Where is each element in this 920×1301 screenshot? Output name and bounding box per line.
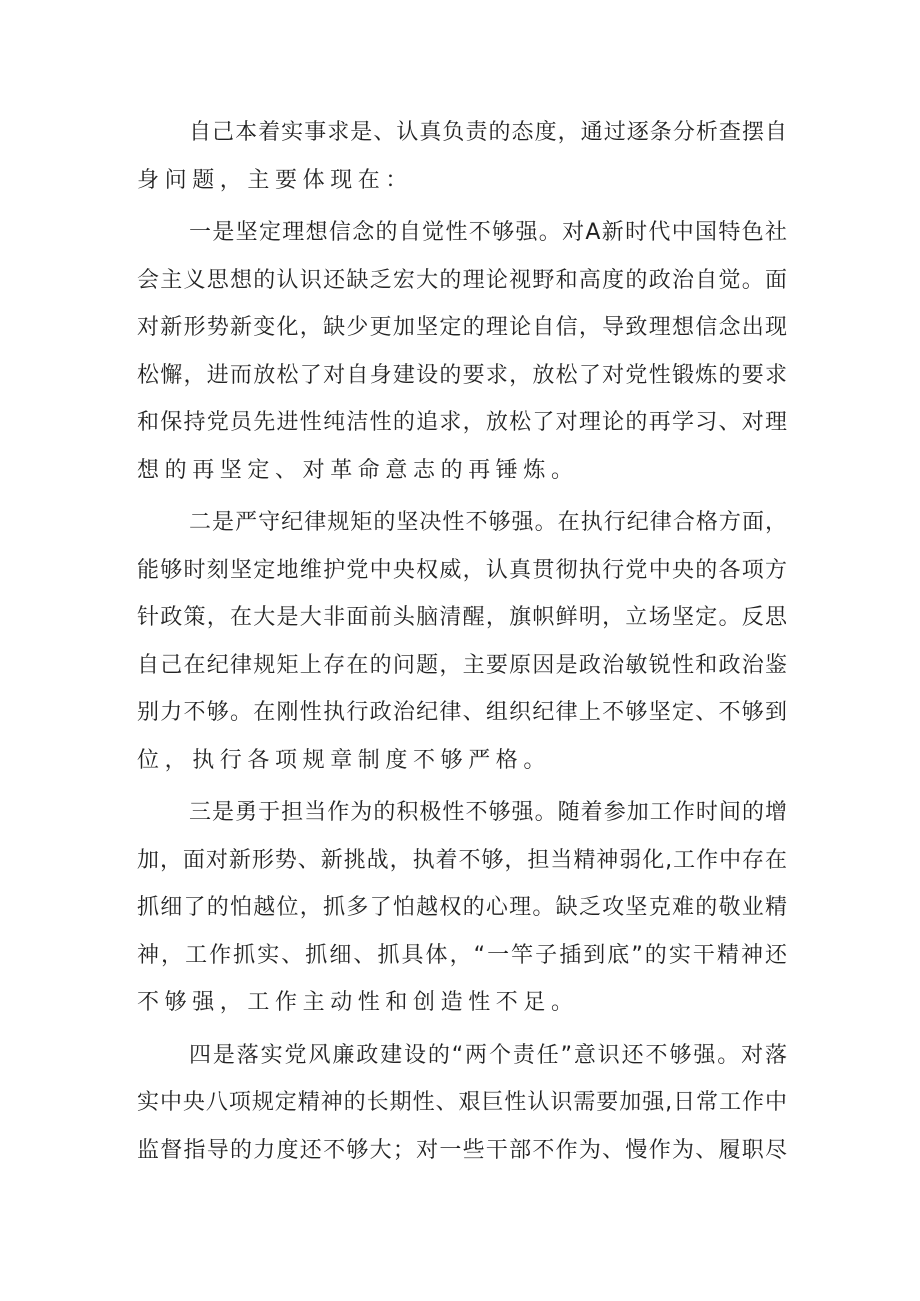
text-line: 身问题，主要体现在：: [137, 167, 414, 193]
text-line: 松懈，进而放松了对自身建设的要求，放松了对党性锻炼的要求: [137, 362, 787, 388]
paragraph: [137, 113, 787, 208]
text-line: 加，面对新形势、新挑战，执着不够，担当精神弱化,工作中存在: [137, 847, 787, 873]
text-line: 会主义思想的认识还缺乏宏大的理论视野和高度的政治自觉。面: [137, 267, 787, 293]
text-line: 神，工作抓实、抓细、抓具体，“一竿子插到底”的实干精神还: [137, 942, 787, 968]
text-line: 监督指导的力度还不够大；对一些干部不作为、慢作为、履职尽: [137, 1137, 787, 1163]
paragraph: [137, 793, 787, 1031]
text-line: 针政策，在大是大非面前头脑清醒，旗帜鲜明，立场坚定。反思: [137, 605, 787, 630]
paragraph: [137, 213, 787, 498]
text-line: 一是坚定理想信念的自觉性不够强。对A新时代中国特色社: [189, 220, 787, 245]
text-line: 对新形势新变化，缺少更加坚定的理论自信，导致理想信念出现: [137, 315, 787, 340]
text-line: 自己本着实事求是、认真负责的态度，通过逐条分析查摆自: [189, 120, 787, 145]
text-line: 位，执行各项规章制度不够严格。: [137, 747, 552, 773]
document-body: [137, 113, 787, 1183]
paragraph: [137, 503, 787, 788]
text-line: 抓细了的怕越位，抓多了怕越权的心理。缺乏攻坚克难的敬业精: [137, 895, 787, 920]
text-line: 四是落实党风廉政建设的“两个责任”意识还不够强。对落: [189, 1042, 787, 1068]
text-line: 实中央八项规定精神的长期性、艰巨性认识需要加强,日常工作中: [137, 1090, 787, 1115]
text-line: 二是严守纪律规矩的坚决性不够强。在执行纪律合格方面，: [189, 510, 787, 535]
text-line: 和保持党员先进性纯洁性的追求，放松了对理论的再学习、对理: [137, 410, 787, 435]
text-line: 别力不够。在刚性执行政治纪律、组织纪律上不够坚定、不够到: [137, 700, 787, 725]
text-line: 想的再坚定、对革命意志的再锤炼。: [137, 457, 579, 483]
text-line: 自己在纪律规矩上存在的问题，主要原因是政治敏锐性和政治鉴: [137, 652, 787, 678]
text-line: 能够时刻坚定地维护党中央权威，认真贯彻执行党中央的各项方: [137, 557, 787, 583]
text-line: 三是勇于担当作为的积极性不够强。随着参加工作时间的增: [189, 800, 787, 825]
paragraph: [137, 1036, 787, 1179]
text-line: 不够强，工作主动性和创造性不足。: [137, 990, 579, 1015]
